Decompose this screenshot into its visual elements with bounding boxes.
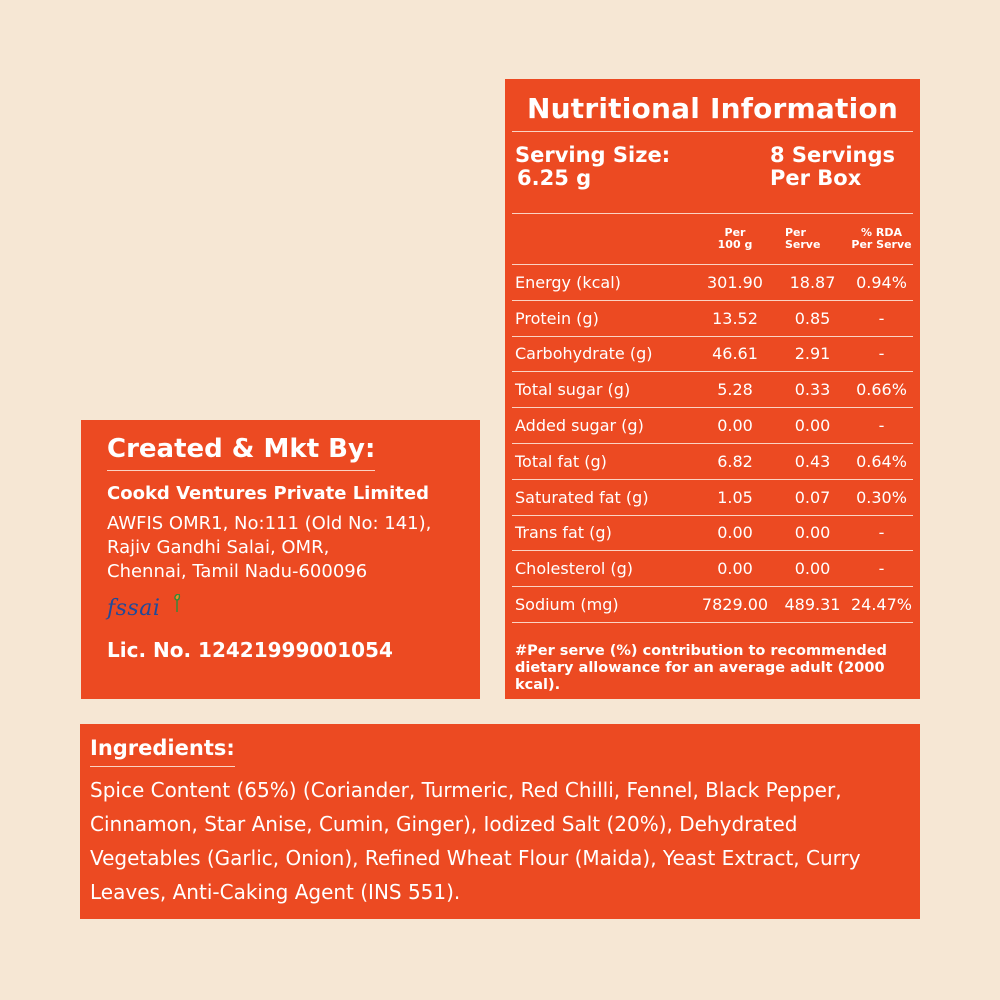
serving-size-label: Serving Size: — [515, 143, 671, 167]
nutrition-table-header — [512, 214, 913, 265]
rda-value: - — [850, 408, 913, 444]
table-row — [512, 587, 913, 623]
per-serve-value: 0.07 — [775, 479, 850, 515]
serving-size — [515, 144, 670, 213]
nutrient-label: Trans fat (g) — [512, 515, 695, 551]
nutrient-label: Total sugar (g) — [512, 372, 695, 408]
servings-per-box — [770, 144, 910, 213]
per-serve-value: 489.31 — [775, 587, 850, 623]
per-serve-value: 18.87 — [775, 265, 850, 301]
per-100g-value: 0.00 — [695, 408, 775, 444]
serving-info — [512, 132, 913, 214]
per-100g-value: 6.82 — [695, 443, 775, 479]
per-100g-value: 13.52 — [695, 300, 775, 336]
table-row — [512, 515, 913, 551]
rda-value: - — [850, 551, 913, 587]
rda-value: 0.94% — [850, 265, 913, 301]
rda-value: - — [850, 515, 913, 551]
rda-value: - — [850, 300, 913, 336]
header-rda-line1: % RDA — [861, 226, 902, 239]
table-row — [512, 551, 913, 587]
header-rda — [850, 214, 913, 265]
fssai-leaf-icon — [173, 594, 181, 612]
per-100g-value: 1.05 — [695, 479, 775, 515]
nutrition-title: Nutritional Information — [512, 87, 913, 132]
nutrition-panel — [505, 79, 920, 699]
nutrition-table-body — [512, 265, 913, 623]
address-line3: Chennai, Tamil Nadu-600096 — [107, 561, 368, 582]
header-per-serve-line2: Serve — [785, 238, 821, 251]
address-line1: AWFIS OMR1, No:111 (Old No: 141), — [107, 513, 432, 534]
per-serve-value: 0.33 — [775, 372, 850, 408]
per-100g-value: 7829.00 — [695, 587, 775, 623]
servings-line1: 8 Servings — [770, 143, 896, 167]
nutrient-label: Carbohydrate (g) — [512, 336, 695, 372]
per-100g-value: 46.61 — [695, 336, 775, 372]
per-serve-value: 0.85 — [775, 300, 850, 336]
nutrition-table — [512, 214, 913, 623]
ingredients-text: Spice Content (65%) (Coriander, Turmeric, Red Chilli, Fennel, Black Pepper, Cinnamon, Star Anise, Cumin, Ginger), Iodized Salt (20%), Dehydrated Vegetables (Garlic, Onion), Refined Wheat Flour (Maida), Yeast Extract, Curry Leaves, Anti-Caking Agent (INS 551). — [90, 778, 861, 904]
per-serve-value: 0.43 — [775, 443, 850, 479]
nutrition-footnote: #Per serve (%) contribution to recommended dietary allowance for an average adult (2000 kcal). — [515, 642, 887, 693]
per-serve-value: 0.00 — [775, 408, 850, 444]
header-per-100g-line1: Per — [724, 226, 746, 239]
nutrient-label: Saturated fat (g) — [512, 479, 695, 515]
servings-line2: Per Box — [770, 166, 862, 190]
company-name: Cookd Ventures Private Limited — [107, 483, 429, 504]
table-row — [512, 372, 913, 408]
per-100g-value: 301.90 — [695, 265, 775, 301]
manufacturer-title: Created & Mkt By: — [107, 434, 375, 471]
header-per-100g — [695, 214, 775, 265]
table-row — [512, 265, 913, 301]
nutrient-label: Total fat (g) — [512, 443, 695, 479]
per-100g-value: 5.28 — [695, 372, 775, 408]
nutrient-label: Cholesterol (g) — [512, 551, 695, 587]
fssai-logo — [107, 594, 480, 628]
ingredients-title: Ingredients: — [90, 736, 235, 767]
header-rda-line2: Per Serve — [851, 238, 912, 251]
fssai-logo-text: fssai — [107, 596, 161, 621]
table-row — [512, 300, 913, 336]
table-row — [512, 336, 913, 372]
serving-size-value: 6.25 g — [517, 166, 592, 190]
manufacturer-panel — [81, 420, 480, 699]
header-per-serve — [775, 214, 850, 265]
nutrient-label: Sodium (mg) — [512, 587, 695, 623]
nutrient-label: Energy (kcal) — [512, 265, 695, 301]
per-serve-value: 2.91 — [775, 336, 850, 372]
rda-value: 0.66% — [850, 372, 913, 408]
table-row — [512, 408, 913, 444]
per-100g-value: 0.00 — [695, 551, 775, 587]
ingredients-panel — [80, 724, 920, 919]
per-serve-value: 0.00 — [775, 551, 850, 587]
rda-value: 0.30% — [850, 479, 913, 515]
rda-value: 24.47% — [850, 587, 913, 623]
rda-value: 0.64% — [850, 443, 913, 479]
per-100g-value: 0.00 — [695, 515, 775, 551]
nutrient-label: Added sugar (g) — [512, 408, 695, 444]
address-line2: Rajiv Gandhi Salai, OMR, — [107, 537, 330, 558]
header-nutrient — [512, 214, 695, 265]
license-number: Lic. No. 12421999001054 — [107, 638, 393, 662]
per-serve-value: 0.00 — [775, 515, 850, 551]
header-per-serve-line1: Per — [785, 226, 806, 239]
table-row — [512, 479, 913, 515]
table-row — [512, 443, 913, 479]
header-per-100g-line2: 100 g — [717, 238, 753, 251]
nutrient-label: Protein (g) — [512, 300, 695, 336]
rda-value: - — [850, 336, 913, 372]
address — [107, 512, 480, 584]
